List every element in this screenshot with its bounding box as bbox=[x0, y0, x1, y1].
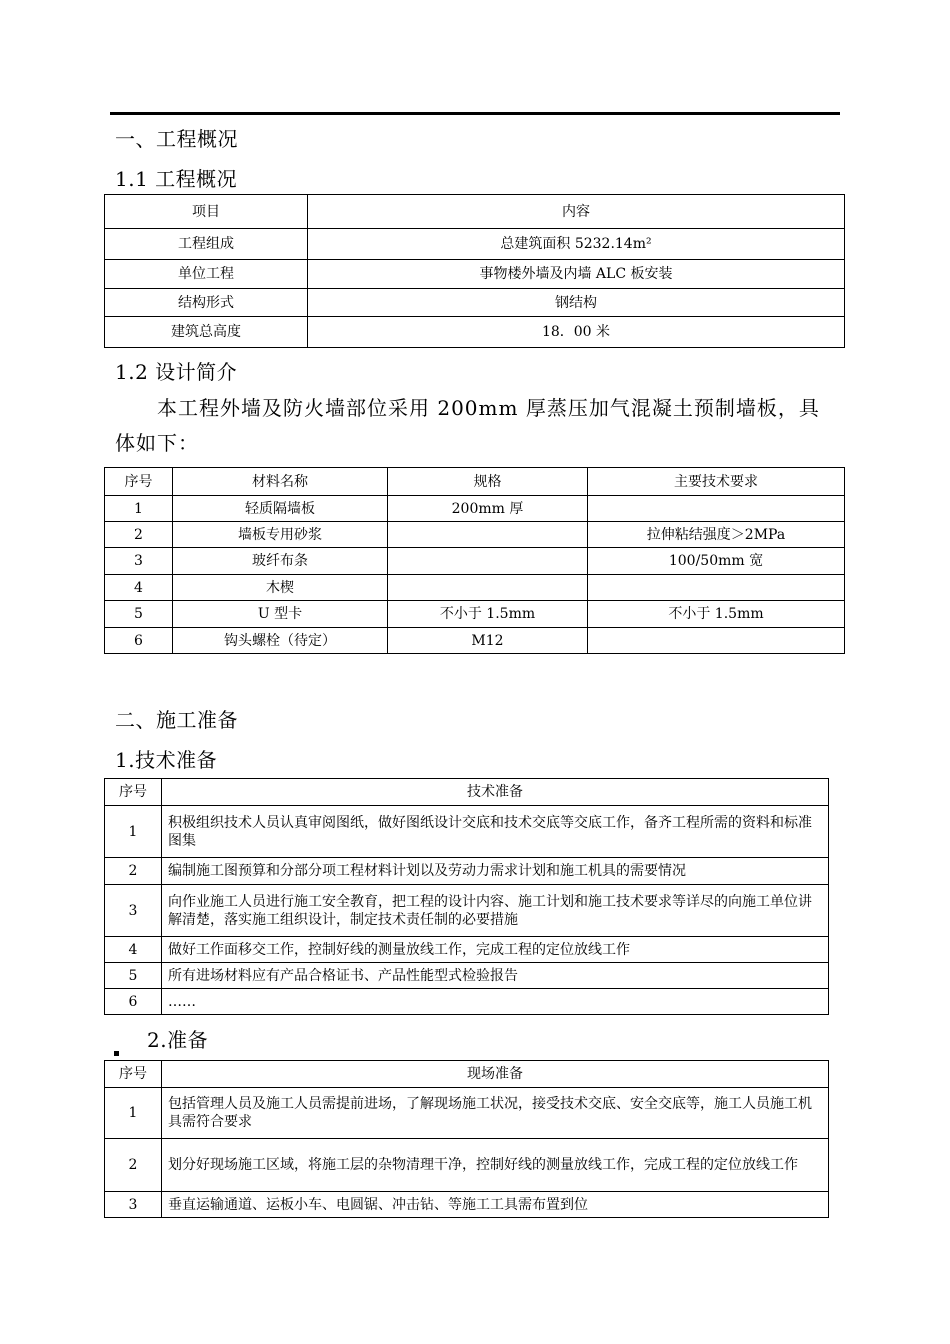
section-1-2-title: 1.2 设计简介 bbox=[115, 360, 238, 384]
table-row bbox=[105, 496, 845, 522]
table-cell: 5 bbox=[105, 963, 162, 989]
header-cell: 序号 bbox=[105, 779, 162, 806]
table-row bbox=[105, 885, 829, 937]
table-cell bbox=[388, 575, 588, 601]
header-cell: 内容 bbox=[308, 195, 845, 229]
table-cell: 1 bbox=[105, 496, 173, 522]
table-cell bbox=[588, 575, 845, 601]
table-header-row bbox=[105, 779, 829, 806]
table-row bbox=[105, 806, 829, 858]
table-cell: 玻纤布条 bbox=[173, 548, 388, 575]
section-2-2-title: 2.准备 bbox=[147, 1028, 209, 1052]
table-row bbox=[105, 575, 845, 601]
header-cell: 现场准备 bbox=[162, 1061, 829, 1088]
table-cell: 1 bbox=[105, 806, 162, 858]
table-cell: 钢结构 bbox=[308, 289, 845, 317]
table-row bbox=[105, 229, 845, 260]
header-cell: 项目 bbox=[105, 195, 308, 229]
table-cell: 不小于 1.5mm bbox=[588, 601, 845, 628]
table-cell: …… bbox=[162, 989, 829, 1015]
table-cell: 做好工作面移交工作，控制好线的测量放线工作，完成工程的定位放线工作 bbox=[162, 937, 829, 963]
table-header-row bbox=[105, 468, 845, 496]
table-cell: 200mm 厚 bbox=[388, 496, 588, 522]
table-cell: 6 bbox=[105, 628, 173, 654]
table-cell: 建筑总高度 bbox=[105, 317, 308, 348]
table-cell: U 型卡 bbox=[173, 601, 388, 628]
table-cell: 轻质隔墙板 bbox=[173, 496, 388, 522]
table-cell: 总建筑面积 5232.14m² bbox=[308, 229, 845, 260]
table-cell: 积极组织技术人员认真审阅图纸，做好图纸设计交底和技术交底等交底工作，备齐工程所需的资料和标准图集 bbox=[162, 806, 829, 858]
table-row bbox=[105, 1192, 829, 1218]
header-cell: 序号 bbox=[105, 468, 173, 496]
table-row bbox=[105, 260, 845, 289]
table-cell: 2 bbox=[105, 1139, 162, 1192]
table-cell: 编制施工图预算和分部分项工程材料计划以及劳动力需求计划和施工机具的需要情况 bbox=[162, 858, 829, 885]
table-cell: 3 bbox=[105, 885, 162, 937]
top-rule bbox=[110, 112, 840, 115]
table-cell: 钩头螺栓（待定） bbox=[173, 628, 388, 654]
table-cell: 18．00 米 bbox=[308, 317, 845, 348]
header-cell: 材料名称 bbox=[173, 468, 388, 496]
materials-table bbox=[104, 467, 845, 654]
table-cell: 墙板专用砂浆 bbox=[173, 522, 388, 548]
header-cell: 技术准备 bbox=[162, 779, 829, 806]
table-cell: 单位工程 bbox=[105, 260, 308, 289]
table-cell: 3 bbox=[105, 548, 173, 575]
table-cell: 6 bbox=[105, 989, 162, 1015]
table-cell: 木楔 bbox=[173, 575, 388, 601]
table-cell: M12 bbox=[388, 628, 588, 654]
table-header-row bbox=[105, 1061, 829, 1088]
table-row bbox=[105, 522, 845, 548]
section-1-title: 一、工程概况 bbox=[115, 127, 238, 151]
table-cell: 不小于 1.5mm bbox=[388, 601, 588, 628]
table-cell: 4 bbox=[105, 937, 162, 963]
table-cell: 4 bbox=[105, 575, 173, 601]
table-cell: 结构形式 bbox=[105, 289, 308, 317]
table-cell bbox=[588, 496, 845, 522]
table-cell: 3 bbox=[105, 1192, 162, 1218]
table-cell bbox=[588, 628, 845, 654]
table-cell: 2 bbox=[105, 522, 173, 548]
table-row bbox=[105, 1088, 829, 1139]
design-intro-paragraph: 本工程外墙及防火墙部位采用 200mm 厚蒸压加气混凝土预制墙板，具体如下： bbox=[115, 396, 820, 455]
section-1-1-title: 1.1 工程概况 bbox=[115, 167, 238, 191]
overview-table bbox=[104, 194, 845, 348]
table-cell: 划分好现场施工区域，将施工层的杂物清理干净，控制好线的测量放线工作，完成工程的定位放线工作 bbox=[162, 1139, 829, 1192]
table-cell: 1 bbox=[105, 1088, 162, 1139]
table-cell bbox=[388, 522, 588, 548]
bullet-marker bbox=[114, 1051, 119, 1056]
table-cell: 包括管理人员及施工人员需提前进场，了解现场施工状况，接受技术交底、安全交底等，施工人员施工机具需符合要求 bbox=[162, 1088, 829, 1139]
table-cell: 所有进场材料应有产品合格证书、产品性能型式检验报告 bbox=[162, 963, 829, 989]
table-row bbox=[105, 989, 829, 1015]
table-cell: 向作业施工人员进行施工安全教育，把工程的设计内容、施工计划和施工技术要求等详尽的向施工单位讲解清楚，落实施工组织设计，制定技术责任制的必要措施 bbox=[162, 885, 829, 937]
table-cell: 事物楼外墙及内墙 ALC 板安装 bbox=[308, 260, 845, 289]
table-row bbox=[105, 548, 845, 575]
table-cell: 工程组成 bbox=[105, 229, 308, 260]
table-cell: 5 bbox=[105, 601, 173, 628]
table-cell: 100/50mm 宽 bbox=[588, 548, 845, 575]
table-cell: 垂直运输通道、运板小车、电圆锯、冲击钻、等施工工具需布置到位 bbox=[162, 1192, 829, 1218]
table-row bbox=[105, 858, 829, 885]
table-row bbox=[105, 317, 845, 348]
section-2-1-title: 1.技术准备 bbox=[115, 748, 218, 772]
table-row bbox=[105, 937, 829, 963]
header-cell: 主要技术要求 bbox=[588, 468, 845, 496]
table-cell: 2 bbox=[105, 858, 162, 885]
table-row bbox=[105, 963, 829, 989]
header-cell: 序号 bbox=[105, 1061, 162, 1088]
table-row bbox=[105, 1139, 829, 1192]
header-cell: 规格 bbox=[388, 468, 588, 496]
table-row bbox=[105, 289, 845, 317]
tech-prep-table bbox=[104, 778, 829, 1015]
table-cell: 拉伸粘结强度＞2MPa bbox=[588, 522, 845, 548]
table-row bbox=[105, 601, 845, 628]
section-2-title: 二、施工准备 bbox=[115, 708, 238, 732]
table-header-row bbox=[105, 195, 845, 229]
site-prep-table bbox=[104, 1060, 829, 1218]
table-row bbox=[105, 628, 845, 654]
table-cell bbox=[388, 548, 588, 575]
